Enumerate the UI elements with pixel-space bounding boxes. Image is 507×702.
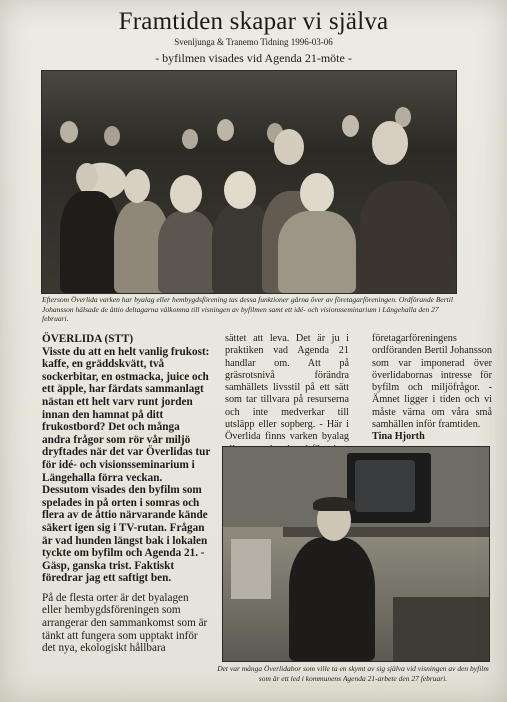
bottom-photo-caption: Det var många Överlidabor som ville ta en skymt av sig själva vid visningen av den byfilm som är ett led i kommunens Agenda 21-arbete den 27 februari. (217, 664, 489, 683)
table (283, 527, 489, 537)
lead-paragraph: Visste du att en helt vanlig frukost: kaffe, en gräddskvätt, två sockerbitar, en ostmacka, juice och ett äpple, har färdats sammanlagt nästan ett helt varv runt jorden innan den hamnat på ditt frukostbord? Det och många andra frågor som rör vår miljö dryftades när det var Överlidas tur för idé- och visionsseminarium i Längehalla förra veckan. Dessutom visades den byfilm som spelades in på orten i somras och flera av de åttio närvarande kände säkert igen sig i TV-rutan. Frågan är vad hunden längst bak i lokalen tyckte om byfilm och Agenda 21. - Gäsp, ganska trist. Faktiskt föredrar jag ett saftigt ben. (42, 345, 211, 585)
source-line: Svenljunga & Tranemo Tidning 1996-03-06 (174, 37, 333, 47)
audience-photo (41, 70, 457, 294)
equipment-rack (231, 539, 271, 599)
body-paragraph-2: sättet att leva. Det är ju i praktiken vad Agenda 21 handlar om. Att på gräsrotsnivå förändra samhällets livsstil på ett sätt som tar tillvara på resurserna och inte medverkar till utsläpp eller sopberg. - Här i Överlida finns varken byalag (225, 333, 349, 443)
person (289, 537, 375, 661)
subheadline: - byfilmen visades vid Agenda 21-möte - (155, 51, 352, 65)
chairs (393, 597, 489, 661)
top-photo-caption: Eftersom Överlida varken har byalag eller hembygdsförening tas dessa funktioner gärna över av företagarföreningen. Ordförande Bertil Johansson hälsade de åttio deltagarna välkomna till visningen av byfilmen samt ett idé- och visionsseminarium i Längehalla den 27 februari. (42, 295, 453, 323)
column-1 (42, 333, 211, 655)
tv-photo (222, 446, 490, 662)
column-3 (372, 333, 492, 444)
headline: Framtiden skapar vi själva (118, 8, 389, 35)
author-signature: Tina Hjorth (372, 431, 425, 443)
dateline: ÖVERLIDA (STT) (42, 333, 134, 345)
body-paragraph-3: företagarföreningens ordföranden Bertil Johansson som var imponerad över överlidabornas intresse för byfilm och miljöfrågor. - Ämnet ligger i tiden och vi måste värna om våra små samhällen inför framtiden. (372, 333, 492, 431)
tv-icon (347, 453, 431, 523)
body-paragraph-1: På de flesta orter är det byalagen eller hembygdsföreningen som arrangerar den sammankomst som är tänkt att fungera som upptakt inför det nya, ekologiskt hållbara (42, 591, 208, 655)
